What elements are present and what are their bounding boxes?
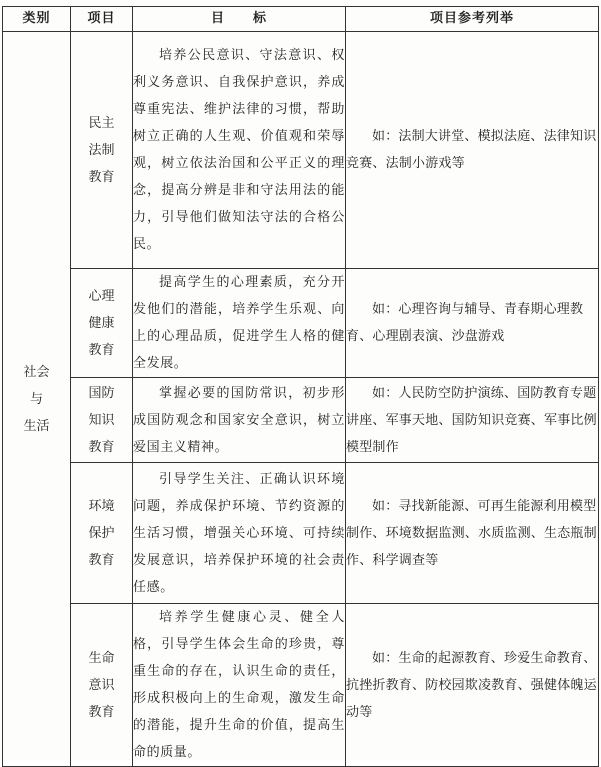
project-line: 心理 — [88, 288, 115, 304]
project-line: 保护 — [88, 525, 115, 541]
project-cell — [71, 463, 133, 604]
project-line: 教育 — [88, 342, 115, 358]
project-line: 健康 — [88, 315, 115, 331]
header-target-char-1: 目 — [210, 11, 225, 26]
goal-cell: 培养公民意识、守法意识、权利义务意识、自我保护意识，养成尊重宪法、维护法律的习惯，帮助树立正确的人生观、价值观和荣辱观，树立依法治国和公平正义的理念，提高分辨是非和守法用法的能力，引导他们做知法守法的合格公民。 — [133, 32, 346, 269]
goal-cell: 提高学生的心理素质，充分开发他们的潜能，培养学生乐观、向上的心理品质，促进学生人格的健全发展。 — [133, 269, 346, 378]
project-cell — [71, 269, 133, 378]
project-cell — [71, 604, 133, 767]
example-cell: 如：法制大讲堂、模拟法庭、法律知识竞赛、法制小游戏等 — [346, 32, 599, 269]
project-line: 教育 — [88, 552, 115, 568]
project-line: 教育 — [88, 704, 115, 720]
project-line: 法制 — [88, 142, 115, 158]
project-line: 教育 — [88, 169, 115, 185]
project-line: 意识 — [88, 677, 115, 693]
header-row — [3, 7, 599, 32]
header-category: 类别 — [3, 7, 71, 32]
category-cell — [3, 32, 71, 767]
goal-cell: 培养学生健康心灵、健全人格，引导学生体会生命的珍贵，尊重生命的存在，认识生命的责任，形成积极向上的生命观，激发生命的潜能，提升生命的价值，提高生命的质量。 — [133, 604, 346, 767]
example-cell: 如：心理咨询与辅导、青春期心理教育、心理剧表演、沙盘游戏 — [346, 269, 599, 378]
header-project: 项目 — [71, 7, 133, 32]
table-row — [3, 269, 599, 378]
table-row — [3, 604, 599, 767]
example-cell: 如：生命的起源教育、珍爱生命教育、抗挫折教育、防校园欺凌教育、强健体魄运动等 — [346, 604, 599, 767]
category-line: 社会 — [23, 364, 50, 380]
header-target — [133, 7, 346, 32]
header-examples: 项目参考列举 — [346, 7, 599, 32]
goal-cell: 掌握必要的国防常识，初步形成国防观念和国家安全意识，树立爱国主义精神。 — [133, 378, 346, 463]
category-line: 与 — [29, 391, 43, 407]
example-cell: 如：人民防空防护演练、国防教育专题讲座、军事天地、国防知识竞赛、军事比例模型制作 — [346, 378, 599, 463]
curriculum-table — [2, 6, 599, 767]
table-row — [3, 32, 599, 269]
project-line: 生命 — [88, 650, 115, 666]
project-line: 民主 — [88, 115, 115, 131]
project-line: 教育 — [88, 439, 115, 455]
project-line: 国防 — [88, 385, 115, 401]
table-row — [3, 463, 599, 604]
project-cell — [71, 32, 133, 269]
project-line: 环境 — [88, 498, 115, 514]
goal-cell: 引导学生关注、正确认识环境问题，养成保护环境、节约资源的生活习惯，增强关心环境、可持续发展意识，培养保护环境的社会责任感。 — [133, 463, 346, 604]
project-cell — [71, 378, 133, 463]
project-line: 知识 — [88, 412, 115, 428]
header-target-char-2: 标 — [253, 11, 268, 26]
table-row — [3, 378, 599, 463]
example-cell: 如：寻找新能源、可再生能源利用模型制作、环境数据监测、水质监测、生态瓶制作、科学调查等 — [346, 463, 599, 604]
category-line: 生活 — [23, 418, 50, 434]
